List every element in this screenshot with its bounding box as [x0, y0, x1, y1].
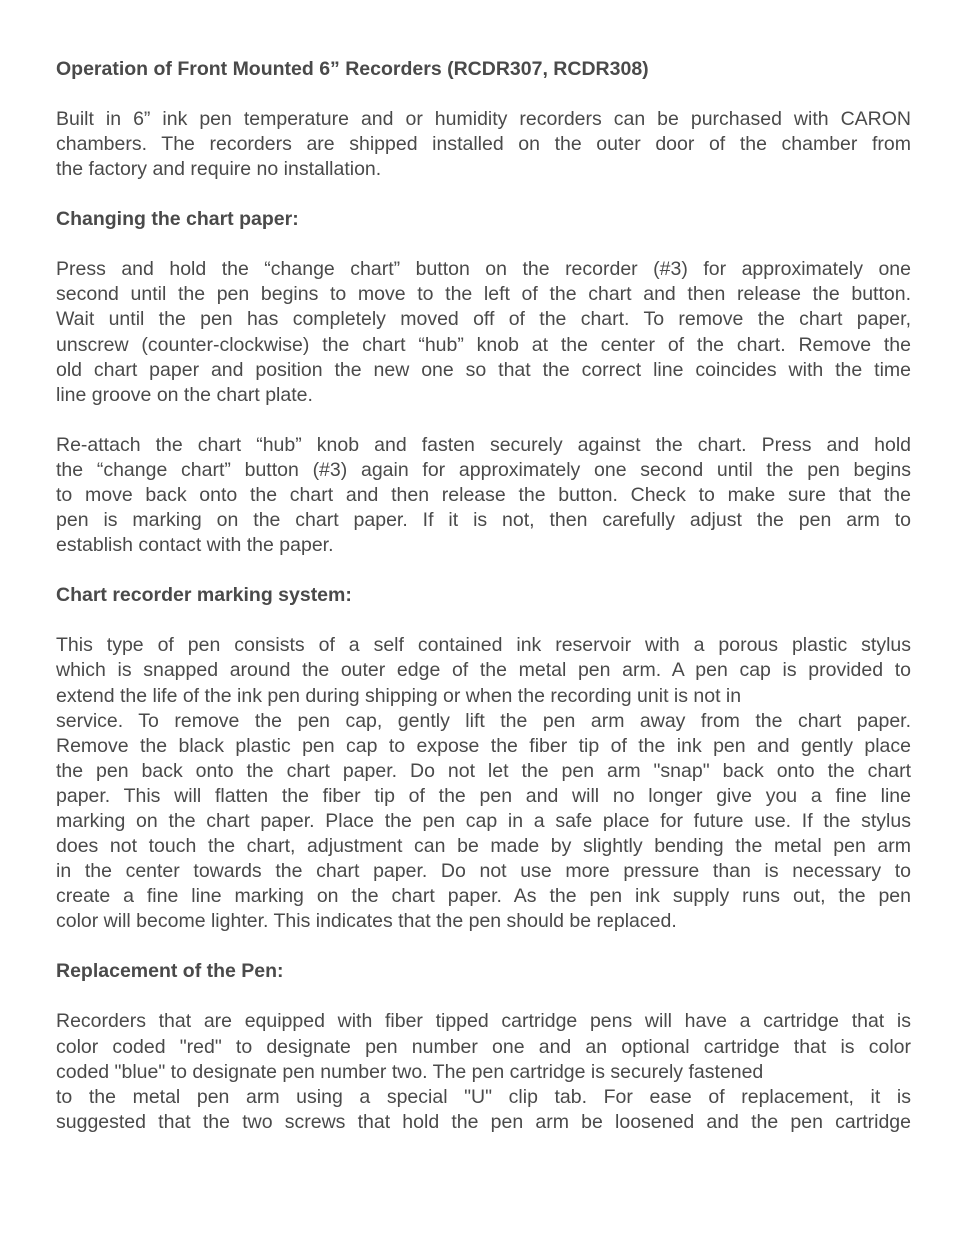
text-line: extend the life of the ink pen during shipping or when the recording unit is not in: [56, 684, 742, 707]
text-line: the pen back onto the chart paper. Do not let the pen arm "snap" back onto the chart: [56, 759, 911, 782]
text-line: in the center towards the chart paper. Do not use more pressure than is necessary to: [56, 860, 911, 883]
text-line: old chart paper and position the new one so that the correct line coincides with the time: [56, 358, 911, 381]
document-page: [56, 57, 911, 1135]
intro-paragraph: [56, 107, 911, 182]
text-line: paper. This will flatten the fiber tip of the pen and will no longer give you a fine line: [56, 784, 911, 807]
text-line: color coded "red" to designate pen number one and an optional cartridge that is color: [56, 1035, 911, 1058]
text-line: unscrew (counter-clockwise) the chart “hub” knob at the center of the chart. Remove the: [56, 333, 911, 356]
text-line: Remove the black plastic pen cap to expose the fiber tip of the ink pen and gently place: [56, 734, 911, 757]
document-title: Operation of Front Mounted 6” Recorders (RCDR307, RCDR308): [56, 58, 649, 80]
section-heading-changing-chart-paper: Changing the chart paper:: [56, 208, 299, 231]
text-line: the “change chart” button (#3) again for approximately one second until the pen begins: [56, 458, 911, 481]
paragraph: [56, 633, 911, 934]
text-line: Built in 6” ink pen temperature and or humidity recorders can be purchased with CARON: [56, 108, 911, 130]
text-line: suggested that the two screws that hold the pen arm be loosened and the pen cartridge: [56, 1110, 911, 1133]
text-line: chambers. The recorders are shipped installed on the outer door of the chamber from: [56, 133, 911, 156]
paragraph: [56, 257, 911, 408]
text-line: Re-attach the chart “hub” knob and fasten securely against the chart. Press and hold: [56, 433, 911, 456]
section-heading-replacement-of-pen: Replacement of the Pen:: [56, 960, 284, 983]
text-line: the factory and require no installation.: [56, 158, 382, 181]
text-line: Press and hold the “change chart” button on the recorder (#3) for approximately one: [56, 258, 911, 281]
text-line: coded "blue" to designate pen number two. The pen cartridge is securely fastened: [56, 1060, 764, 1083]
paragraph: [56, 1009, 911, 1134]
text-line: to the metal pen arm using a special "U" clip tab. For ease of replacement, it is: [56, 1085, 911, 1108]
section-heading-marking-system: Chart recorder marking system:: [56, 584, 352, 607]
text-line: Wait until the pen has completely moved off of the chart. To remove the chart paper,: [56, 308, 911, 331]
text-line: This type of pen consists of a self contained ink reservoir with a porous plastic stylus: [56, 634, 911, 657]
paragraph: [56, 433, 911, 558]
text-line: second until the pen begins to move to the left of the chart and then release the button.: [56, 283, 911, 306]
text-line: marking on the chart paper. Place the pen cap in a safe place for future use. If the stylus: [56, 809, 911, 832]
text-line: pen is marking on the chart paper. If it is not, then carefully adjust the pen arm to: [56, 509, 911, 532]
text-line: service. To remove the pen cap, gently lift the pen arm away from the chart paper.: [56, 709, 911, 732]
text-line: line groove on the chart plate.: [56, 383, 313, 406]
text-line: Recorders that are equipped with fiber tipped cartridge pens will have a cartridge that is: [56, 1010, 911, 1033]
text-line: color will become lighter. This indicates that the pen should be replaced.: [56, 910, 677, 933]
text-line: to move back onto the chart and then release the button. Check to make sure that the: [56, 484, 911, 507]
text-line: establish contact with the paper.: [56, 534, 334, 557]
text-line: does not touch the chart, adjustment can be made by slightly bending the metal pen arm: [56, 835, 911, 858]
text-line: create a fine line marking on the chart paper. As the pen ink supply runs out, the pen: [56, 885, 911, 908]
text-line: which is snapped around the outer edge of the metal pen arm. A pen cap is provided to: [56, 659, 911, 682]
